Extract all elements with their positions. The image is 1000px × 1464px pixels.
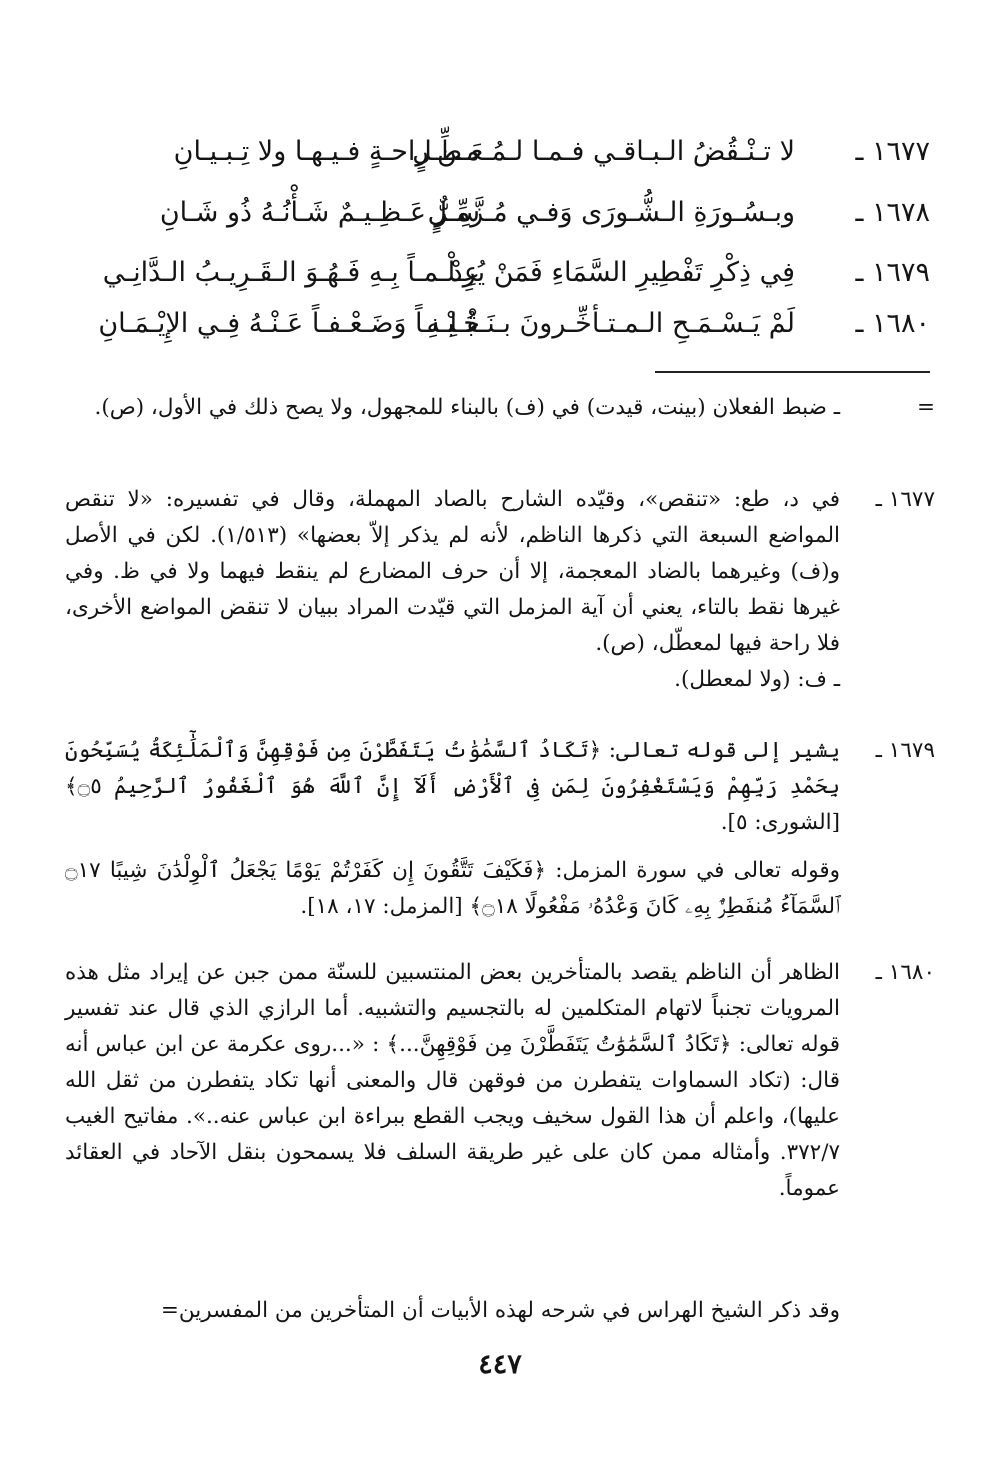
verse-1680 (0, 294, 1000, 354)
verse-1678 (0, 183, 1000, 243)
quran-quote: ﴿تَكَادُ ٱلسَّمَٰوَٰتُ يَتَفَطَّرْنَ مِن فَوْقِهِنَّ...﴾ (386, 1032, 732, 1057)
verse-first-hemistich: لَمْ يَـسْـمَـحِ الـمـتـأخِّـرونَ بـنَـقْـلِـهِ (426, 308, 795, 339)
footnote-number: ١٦٧٩ ـ (875, 738, 935, 763)
continuation-marker: = (916, 395, 935, 420)
footnote-body (65, 482, 840, 698)
verse-first-hemistich: لا تـنْـقُضُ الـبـاقـي فـمـا لـمُـعَـطِّـلٍ (412, 136, 795, 167)
verse-second-hemistich: جُـبْـنـاً وَضَـعْـفـاً عَـنْـهُ فِـي الإِيْـمَـانِ (98, 308, 480, 339)
quran-quote: ﴿فَكَيْفَ تَتَّقُونَ إِن كَفَرْتُمْ يَوْمًا يَجْعَلُ ٱلْوِلْدَٰنَ شِيبًا ۝١٧ ٱلسَّمَآءُ مُنفَطِرٌۢ بِهِۦ كَانَ وَعْدُهُۥ مَفْعُولًا ۝١٨﴾ (65, 858, 840, 919)
page-number: ٤٤٧ (478, 1349, 522, 1380)
footnote-paragraph (65, 853, 840, 925)
footnote-body (65, 733, 840, 925)
footnote-text: ـ ضبط الفعلان (بينت، قيدت) في (ف) بالبناء للمجهول، ولا يصح ذلك في الأول، (ص). (94, 395, 840, 420)
verse-first-hemistich: فِي ذِكْرِ تَفْطِيرِ السَّمَاءِ فَمَنْ يُرِدْ (450, 257, 795, 288)
footnote-text: الظاهر أن الناظم يقصد بالمتأخرين بعض المنتسبين للسنّة ممن جبن عن إيراد مثل هذه المرويات تجنباً لاتهام المتكلمين له بالتجسيم والتشبيه. أما الرازي الذي قال عند تفسير قوله تعالى: (65, 960, 840, 1057)
quran-reference: [الشورى: ٥]. (720, 810, 840, 835)
verse-second-hemistich: عِـلْـمـاً بِـهِ فَـهُـوَ الـقَـرِيـبُ الـدَّانِـي (102, 257, 480, 288)
footnote-text: يشير إلى قوله تعالى: (608, 738, 840, 763)
footnote-number: ١٦٨٠ ـ (875, 960, 935, 985)
verse-number: ١٦٧٩ ـ (855, 257, 930, 288)
verse-first-hemistich: وبـسُـورَةِ الـشُّـورَى وَفـي مُـزَّمِّـلٍ (427, 197, 795, 228)
verse-second-hemistich: سِـرٌّ عَـظِـيـمٌ شَـأْنُـهُ ذُو شَـانِ (159, 197, 480, 228)
footnote-number: ١٦٧٧ ـ (875, 487, 935, 512)
footnote-body (65, 390, 840, 470)
footnote-paragraph (65, 733, 840, 841)
footnote-paragraph: في د، طع: «تنقص»، وقيّده الشارح بالصاد المهملة، وقال في تفسيره: «لا تنقص المواضع السبعة التي ذكرها الناظم، لأنه لم يذكر إلاّ بعضها» (١/٥١٣). لكن في الأصل و(ف) وغيرهما بالضاد المعجمة، إلا أن حرف المضارع لم ينقط فيهما ولا في ظ. وفي غيرها نقط بالتاء، يعني أن آية المزمل التي قيّدت المراد ببيان لا تنقض المواضع الأخرى، فلا راحة فيها لمعطّل، (ص). (65, 487, 840, 656)
verse-second-hemistich: مـن راحـةٍ فـيـهـا ولا تِـبـيـانِ (173, 136, 480, 167)
verse-number: ١٦٨٠ ـ (855, 308, 930, 339)
verse-number: ١٦٧٧ ـ (855, 136, 930, 167)
quran-reference: [المزمل: ١٧، ١٨]. (300, 894, 463, 919)
footnote-text: : «...روى عكرمة عن ابن عباس أنه قال: (تكاد السماوات يتفطرن من فوقهن قال والمعنى أنها تكاد يتفطرن من ثقل الله عليها)، واعلم أن هذا القول سخيف ويجب القطع ببراءة ابن عباس عنه..». مفاتيح الغيب ٣٧٢/٧. وأمثاله ممن كان على غير طريقة السلف فلا يسمحون بنقل الآحاد في العقائد عموماً. (65, 1032, 840, 1201)
footnote-body (65, 955, 840, 1207)
footnote-separator (655, 371, 930, 373)
quran-quote: ﴿تَكَادُ ٱلسَّمَٰوَٰتُ يَتَفَطَّرْنَ مِن فَوْقِهِنَّ وَٱلْمَلَٰٓئِكَةُ يُسَبِّحُونَ بِحَمْدِ رَبِّهِمْ وَيَسْتَغْفِرُونَ لِمَن فِى ٱلْأَرْضِ أَلَآ إِنَّ ٱللَّهَ هُوَ ٱلْغَفُورُ ٱلرَّحِيمُ ۝٥﴾ (65, 738, 840, 799)
footnote-continuation-line: وقد ذكر الشيخ الهراس في شرحه لهذه الأبيات أن المتأخرين من المفسرين= (160, 1298, 840, 1323)
footnote-text: وقوله تعالى في سورة المزمل: (555, 858, 840, 883)
verse-number: ١٦٧٨ ـ (855, 197, 930, 228)
footnote-paragraph (65, 955, 840, 1207)
footnote-paragraph: ـ ف: (ولا لمعطل). (674, 667, 840, 692)
verse-1677 (0, 122, 1000, 182)
